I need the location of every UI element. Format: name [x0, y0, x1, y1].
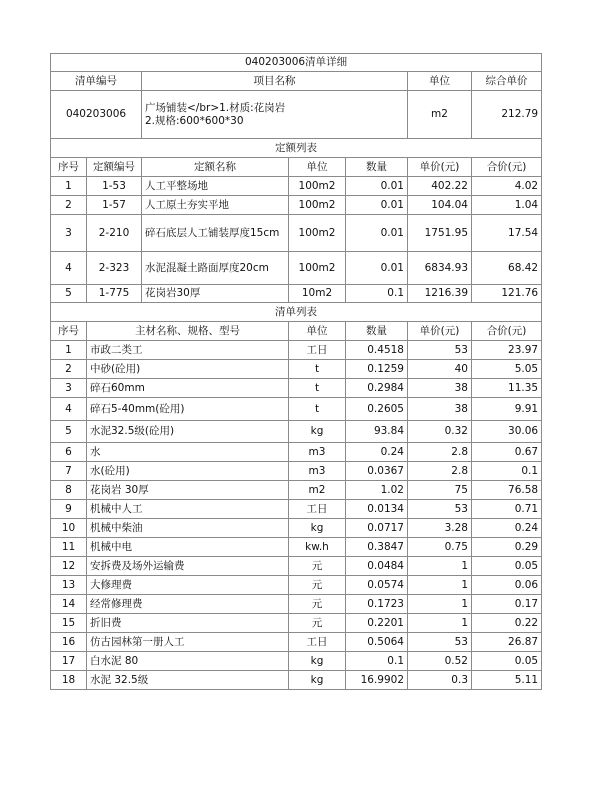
- material-row: [51, 379, 542, 398]
- material-row: [51, 671, 542, 690]
- material-name: 水泥32.5级(砼用): [87, 421, 289, 443]
- material-name-header: 主材名称、规格、型号: [87, 322, 289, 341]
- quota-code: 2-323: [87, 252, 142, 285]
- quota-total: 4.02: [472, 177, 542, 196]
- material-price: 1: [408, 614, 472, 633]
- material-qty: 0.0134: [346, 500, 408, 519]
- table-title: 040203006清单详细: [51, 54, 542, 72]
- material-price: 1: [408, 576, 472, 595]
- material-total: 11.35: [472, 379, 542, 398]
- material-qty: 0.4518: [346, 341, 408, 360]
- material-qty-header: 数量: [346, 322, 408, 341]
- material-no: 2: [51, 360, 87, 379]
- material-unit: kw.h: [289, 538, 346, 557]
- material-no-header: 序号: [51, 322, 87, 341]
- material-price: 1: [408, 557, 472, 576]
- quota-unit: 100m2: [289, 252, 346, 285]
- material-total: 9.91: [472, 398, 542, 421]
- material-qty: 0.2984: [346, 379, 408, 398]
- material-unit: m3: [289, 443, 346, 462]
- material-qty: 0.1259: [346, 360, 408, 379]
- material-unit: 元: [289, 614, 346, 633]
- quota-code: 1-53: [87, 177, 142, 196]
- material-price: 53: [408, 341, 472, 360]
- material-total: 23.97: [472, 341, 542, 360]
- quota-row: [51, 196, 542, 215]
- material-total: 0.05: [472, 652, 542, 671]
- quota-name: 花岗岩30厚: [142, 285, 289, 303]
- material-price: 75: [408, 481, 472, 500]
- item-code-header: 清单编号: [51, 72, 142, 91]
- quota-row: [51, 285, 542, 303]
- material-name: 水: [87, 443, 289, 462]
- bill-detail-table: [50, 53, 542, 690]
- material-price: 0.3: [408, 671, 472, 690]
- material-name: 安拆费及场外运输费: [87, 557, 289, 576]
- material-no: 7: [51, 462, 87, 481]
- item-price: 212.79: [472, 91, 542, 139]
- material-price: 0.52: [408, 652, 472, 671]
- material-name: 碎石60mm: [87, 379, 289, 398]
- material-unit: 元: [289, 595, 346, 614]
- quota-total: 1.04: [472, 196, 542, 215]
- material-qty: 16.9902: [346, 671, 408, 690]
- material-unit: m2: [289, 481, 346, 500]
- material-no: 14: [51, 595, 87, 614]
- item-price-header: 综合单价: [472, 72, 542, 91]
- quota-qty-header: 数量: [346, 158, 408, 177]
- material-price: 3.28: [408, 519, 472, 538]
- material-name: 机械中柴油: [87, 519, 289, 538]
- material-total: 0.71: [472, 500, 542, 519]
- material-row: [51, 538, 542, 557]
- material-row: [51, 421, 542, 443]
- quota-name: 碎石底层人工铺装厚度15cm: [142, 215, 289, 252]
- material-unit: 元: [289, 557, 346, 576]
- quota-qty: 0.01: [346, 177, 408, 196]
- material-price: 53: [408, 500, 472, 519]
- material-qty: 0.0484: [346, 557, 408, 576]
- quota-total: 17.54: [472, 215, 542, 252]
- quota-name-header: 定额名称: [142, 158, 289, 177]
- material-no: 9: [51, 500, 87, 519]
- quota-section-title: 定额列表: [51, 139, 542, 158]
- quota-name: 人工平整场地: [142, 177, 289, 196]
- quota-price: 1751.95: [408, 215, 472, 252]
- material-no: 4: [51, 398, 87, 421]
- quota-no: 3: [51, 215, 87, 252]
- material-qty: 0.2605: [346, 398, 408, 421]
- quota-no: 1: [51, 177, 87, 196]
- item-unit-header: 单位: [408, 72, 472, 91]
- material-no: 16: [51, 633, 87, 652]
- quota-price: 1216.39: [408, 285, 472, 303]
- material-no: 17: [51, 652, 87, 671]
- material-no: 15: [51, 614, 87, 633]
- quota-price: 104.04: [408, 196, 472, 215]
- material-row: [51, 576, 542, 595]
- quota-no: 5: [51, 285, 87, 303]
- material-row: [51, 462, 542, 481]
- quota-total: 68.42: [472, 252, 542, 285]
- material-no: 3: [51, 379, 87, 398]
- material-qty: 0.2201: [346, 614, 408, 633]
- quota-code-header: 定额编号: [87, 158, 142, 177]
- material-row: [51, 398, 542, 421]
- quota-no-header: 序号: [51, 158, 87, 177]
- material-price: 38: [408, 379, 472, 398]
- material-unit: t: [289, 398, 346, 421]
- item-name-line2: 2.规格:600*600*30: [145, 114, 244, 127]
- material-qty: 1.02: [346, 481, 408, 500]
- material-unit: kg: [289, 652, 346, 671]
- material-price: 1: [408, 595, 472, 614]
- material-name: 大修理费: [87, 576, 289, 595]
- material-price: 0.32: [408, 421, 472, 443]
- material-name: 水(砼用): [87, 462, 289, 481]
- material-price-header: 单价(元): [408, 322, 472, 341]
- material-unit: kg: [289, 671, 346, 690]
- material-unit-header: 单位: [289, 322, 346, 341]
- item-name-line1: 广场铺装</br>1.材质:花岗岩: [145, 101, 286, 114]
- material-total: 0.29: [472, 538, 542, 557]
- material-row: [51, 595, 542, 614]
- material-price: 0.75: [408, 538, 472, 557]
- material-qty: 0.1723: [346, 595, 408, 614]
- material-row: [51, 614, 542, 633]
- material-name: 机械中电: [87, 538, 289, 557]
- quota-header-row: [51, 158, 542, 177]
- material-qty: 0.0574: [346, 576, 408, 595]
- quota-name: 水泥混凝土路面厚度20cm: [142, 252, 289, 285]
- material-section-title: 清单列表: [51, 303, 542, 322]
- material-unit: 元: [289, 576, 346, 595]
- quota-row: [51, 252, 542, 285]
- material-price: 53: [408, 633, 472, 652]
- quota-name: 人工原土夯实平地: [142, 196, 289, 215]
- material-header-row: [51, 322, 542, 341]
- material-row: [51, 481, 542, 500]
- item-code: 040203006: [51, 91, 142, 139]
- title-row: [51, 54, 542, 72]
- item-row: [51, 91, 542, 139]
- material-unit: kg: [289, 421, 346, 443]
- quota-unit: 100m2: [289, 196, 346, 215]
- material-total: 0.24: [472, 519, 542, 538]
- material-unit: m3: [289, 462, 346, 481]
- material-name: 机械中人工: [87, 500, 289, 519]
- material-total: 0.17: [472, 595, 542, 614]
- quota-code: 1-57: [87, 196, 142, 215]
- material-qty: 0.0717: [346, 519, 408, 538]
- material-row: [51, 557, 542, 576]
- material-name: 市政二类工: [87, 341, 289, 360]
- material-unit: t: [289, 360, 346, 379]
- material-total-header: 合价(元): [472, 322, 542, 341]
- material-price: 40: [408, 360, 472, 379]
- quota-row: [51, 215, 542, 252]
- material-unit: t: [289, 379, 346, 398]
- quota-qty: 0.01: [346, 252, 408, 285]
- material-no: 6: [51, 443, 87, 462]
- material-total: 0.22: [472, 614, 542, 633]
- material-qty: 93.84: [346, 421, 408, 443]
- item-header-row: [51, 72, 542, 91]
- material-row: [51, 652, 542, 671]
- quota-total: 121.76: [472, 285, 542, 303]
- material-qty: 0.24: [346, 443, 408, 462]
- material-no: 5: [51, 421, 87, 443]
- material-row: [51, 360, 542, 379]
- material-row: [51, 519, 542, 538]
- quota-qty: 0.01: [346, 215, 408, 252]
- quota-unit-header: 单位: [289, 158, 346, 177]
- material-row: [51, 443, 542, 462]
- material-qty: 0.1: [346, 652, 408, 671]
- material-no: 8: [51, 481, 87, 500]
- quota-no: 4: [51, 252, 87, 285]
- material-qty: 0.5064: [346, 633, 408, 652]
- material-name: 白水泥 80: [87, 652, 289, 671]
- material-no: 13: [51, 576, 87, 595]
- material-unit: 工日: [289, 341, 346, 360]
- quota-total-header: 合价(元): [472, 158, 542, 177]
- quota-price: 6834.93: [408, 252, 472, 285]
- material-total: 26.87: [472, 633, 542, 652]
- material-unit: 工日: [289, 633, 346, 652]
- material-name: 仿古园林第一册人工: [87, 633, 289, 652]
- material-total: 0.67: [472, 443, 542, 462]
- material-price: 2.8: [408, 443, 472, 462]
- material-price: 38: [408, 398, 472, 421]
- material-qty: 0.0367: [346, 462, 408, 481]
- material-name: 中砂(砼用): [87, 360, 289, 379]
- material-name: 折旧费: [87, 614, 289, 633]
- material-total: 30.06: [472, 421, 542, 443]
- material-unit: kg: [289, 519, 346, 538]
- material-name: 花岗岩 30厚: [87, 481, 289, 500]
- material-row: [51, 341, 542, 360]
- quota-qty: 0.01: [346, 196, 408, 215]
- material-total: 76.58: [472, 481, 542, 500]
- material-no: 11: [51, 538, 87, 557]
- quota-code: 2-210: [87, 215, 142, 252]
- quota-price-header: 单价(元): [408, 158, 472, 177]
- material-unit: 工日: [289, 500, 346, 519]
- item-name-header: 项目名称: [142, 72, 408, 91]
- quota-no: 2: [51, 196, 87, 215]
- quota-unit: 100m2: [289, 177, 346, 196]
- material-no: 1: [51, 341, 87, 360]
- quota-row: [51, 177, 542, 196]
- material-row: [51, 633, 542, 652]
- item-unit: m2: [408, 91, 472, 139]
- quota-section-row: [51, 139, 542, 158]
- quota-unit: 100m2: [289, 215, 346, 252]
- item-name: [142, 91, 408, 139]
- material-no: 10: [51, 519, 87, 538]
- material-name: 水泥 32.5级: [87, 671, 289, 690]
- material-qty: 0.3847: [346, 538, 408, 557]
- quota-qty: 0.1: [346, 285, 408, 303]
- material-total: 0.1: [472, 462, 542, 481]
- material-price: 2.8: [408, 462, 472, 481]
- material-total: 5.05: [472, 360, 542, 379]
- material-total: 0.05: [472, 557, 542, 576]
- quota-code: 1-775: [87, 285, 142, 303]
- material-name: 经常修理费: [87, 595, 289, 614]
- material-name: 碎石5-40mm(砼用): [87, 398, 289, 421]
- material-no: 12: [51, 557, 87, 576]
- quota-unit: 10m2: [289, 285, 346, 303]
- material-section-row: [51, 303, 542, 322]
- material-total: 5.11: [472, 671, 542, 690]
- quota-price: 402.22: [408, 177, 472, 196]
- material-no: 18: [51, 671, 87, 690]
- material-row: [51, 500, 542, 519]
- material-total: 0.06: [472, 576, 542, 595]
